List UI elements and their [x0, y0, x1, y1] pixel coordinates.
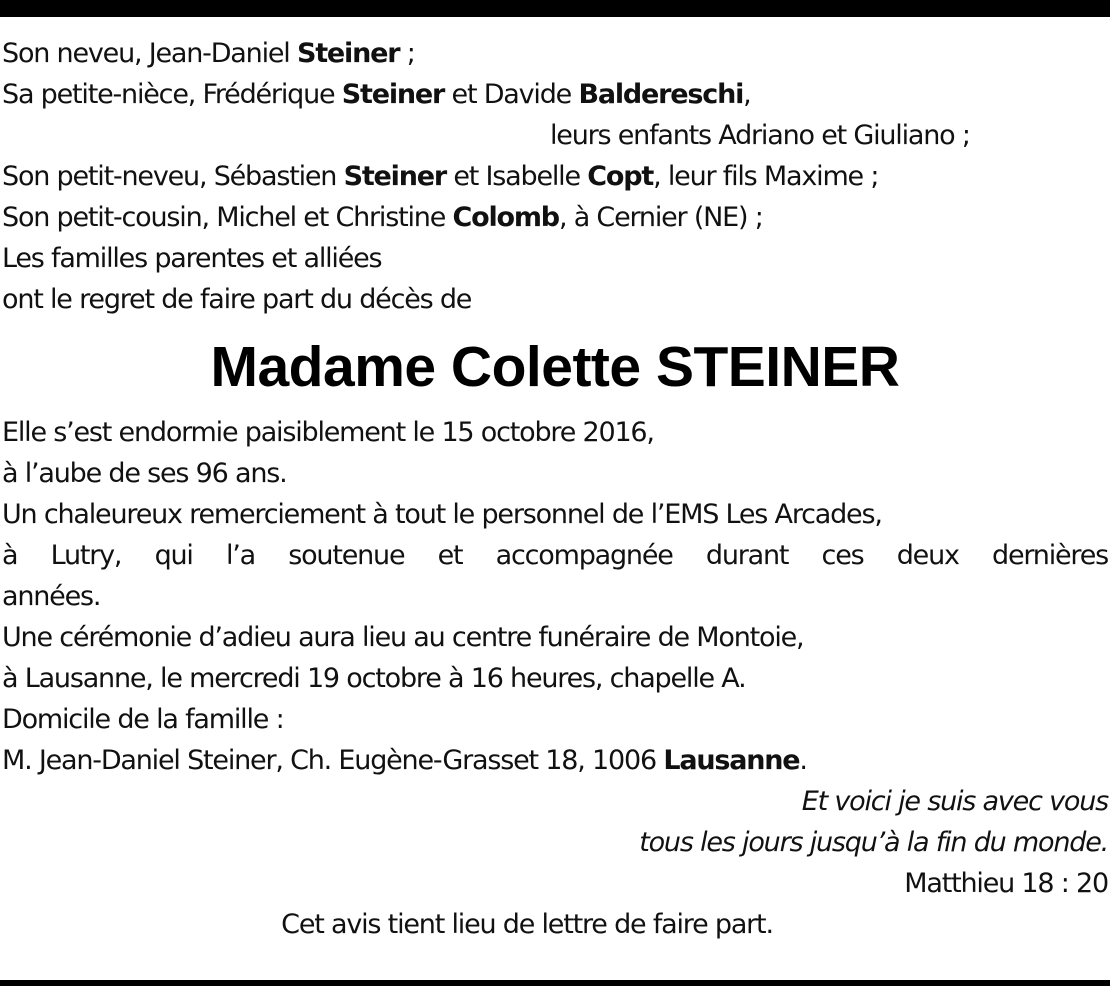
family-line-grandniece	[2, 74, 1108, 115]
body-line: années.	[2, 581, 101, 612]
body-line: à Lausanne, le mercredi 19 octobre à 16 heures, chapelle A.	[2, 663, 746, 694]
address-city: Lausanne	[663, 745, 800, 776]
family-text: Son neveu, Jean-Daniel	[2, 38, 297, 69]
address-text: .	[799, 745, 807, 776]
deceased-name: Madame Colette STEINER	[210, 335, 900, 399]
family-surname: Steiner	[341, 79, 445, 110]
family-line-cousin	[2, 197, 1108, 238]
body-line: Domicile de la famille :	[2, 704, 284, 735]
family-line-relatives	[2, 238, 1108, 279]
family-line-nephew	[2, 33, 1108, 74]
address-text: M. Jean-Daniel Steiner, Ch. Eugène-Grasset 18, 1006	[2, 745, 664, 776]
family-text: et Isabelle	[445, 161, 588, 192]
bible-reference: Matthieu 18 : 20	[904, 868, 1108, 899]
body-line: à l’aube de ses 96 ans.	[2, 458, 287, 489]
death-notice	[2, 33, 1108, 945]
bible-quote-line: tous les jours jusqu’à la fin du monde.	[639, 827, 1108, 858]
body-line-justified: à Lutry, qui l’a soutenue et accompagnée durant ces deux dernières	[2, 540, 1108, 571]
bible-quote-line: Et voici je suis avec vous	[801, 786, 1108, 817]
family-surname: Colomb	[452, 202, 559, 233]
family-line-announcement	[2, 279, 1108, 320]
top-rule	[0, 0, 1110, 17]
family-address	[2, 740, 1108, 781]
family-line-children	[2, 115, 1108, 156]
family-text: Son petit-cousin, Michel et Christine	[2, 202, 453, 233]
family-surname: Steiner	[296, 38, 400, 69]
body-line: Une cérémonie d’adieu aura lieu au centre funéraire de Montoie,	[2, 622, 804, 653]
family-surname: Copt	[587, 161, 654, 192]
bottom-rule	[0, 980, 1110, 986]
family-text: , à Cernier (NE) ;	[558, 202, 763, 233]
family-text: ;	[399, 38, 415, 69]
family-line-grandnephew	[2, 156, 1108, 197]
family-text: ,	[743, 79, 751, 110]
family-surname: Baldereschi	[578, 79, 744, 110]
body-line: Elle s’est endormie paisiblement le 15 octobre 2016,	[2, 417, 654, 448]
family-text: Son petit-neveu, Sébastien	[2, 161, 344, 192]
family-text: Sa petite-nièce, Frédérique	[2, 79, 342, 110]
body-line: Un chaleureux remerciement à tout le personnel de l’EMS Les Arcades,	[2, 499, 882, 530]
family-surname: Steiner	[343, 161, 446, 192]
family-text: , leur fils Maxime ;	[653, 161, 879, 192]
closing-note: Cet avis tient lieu de lettre de faire part.	[281, 909, 773, 940]
family-text: ont le regret de faire part du décès de	[2, 284, 472, 315]
family-text: et Davide	[444, 79, 579, 110]
family-text: Les familles parentes et alliées	[2, 243, 382, 274]
family-text: leurs enfants Adriano et Giuliano ;	[550, 120, 970, 151]
